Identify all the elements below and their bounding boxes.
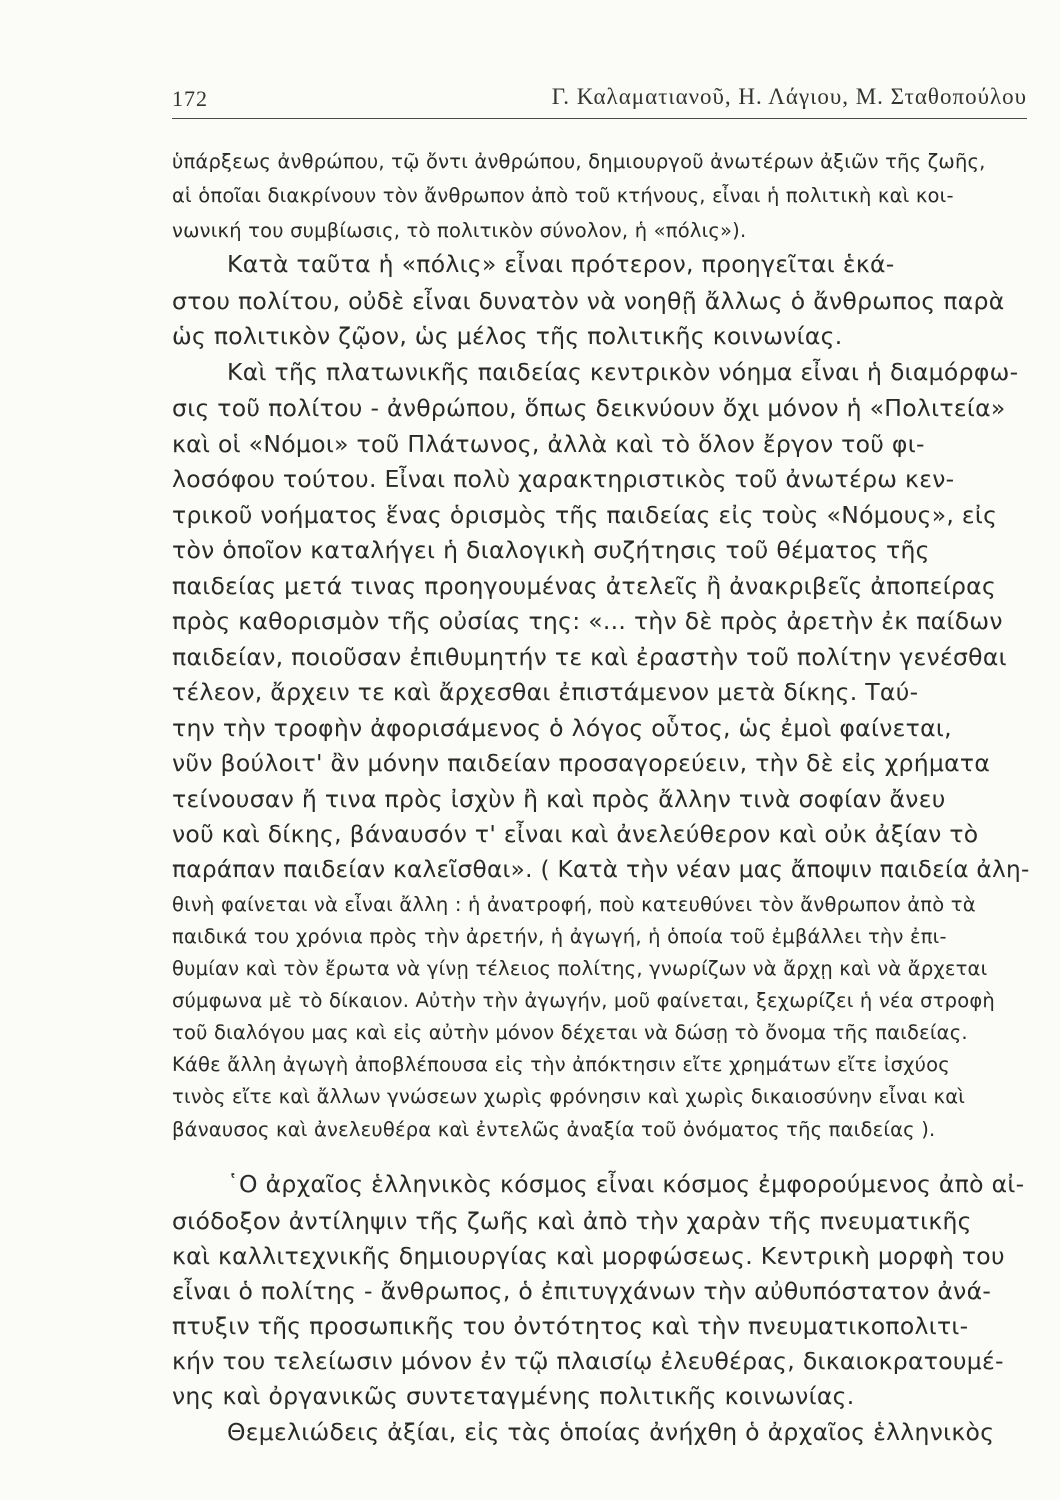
text-line: πτυξιν τῆς προσωπικῆς του ὀντότητος καὶ τὴν πνευματικοπολιτι- <box>172 1312 969 1340</box>
text-line: παράπαν παιδείαν καλεῖσθαι». ( Κατὰ τὴν νέαν μας ἄποψιν παιδεία ἀλη- <box>172 855 1030 883</box>
text-line: θυμίαν καὶ τὸν ἔρωτα νὰ γίνῃ τέλειος πολίτης, γνωρίζων νὰ ἄρχῃ καὶ νὰ ἄρχεται <box>172 957 988 980</box>
text-line: τινὸς εἴτε καὶ ἄλλων γνώσεων χωρὶς φρόνησιν καὶ χωρὶς δικαιοσύνην εἶναι καὶ <box>172 1085 966 1108</box>
text-line: σύμφωνα μὲ τὸ δίκαιον. Αὐτὴν τὴν ἀγωγήν, μοῦ φαίνεται, ξεχωρίζει ἡ νέα στροφὴ <box>172 989 995 1012</box>
text-line: κήν του τελείωσιν μόνον ἐν τῷ πλαισίῳ ἐλευθέρας, δικαιοκρατουμέ- <box>172 1347 1004 1375</box>
page-number: 172 <box>172 86 208 111</box>
text-line: λοσόφου τούτου. Εἶναι πολὺ χαρακτηριστικὸς τοῦ ἀνωτέρω κεν- <box>172 465 955 493</box>
text-line: ὡς πολιτικὸν ζῷον, ὡς μέλος τῆς πολιτικῆς κοινωνίας. <box>172 322 843 350</box>
text-line: τοῦ διαλόγου μας καὶ εἰς αὐτὴν μόνον δέχεται νὰ δώσῃ τὸ ὄνομα τῆς παιδείας. <box>172 1021 968 1044</box>
text-line: Κάθε ἄλλη ἀγωγὴ ἀποβλέπουσα εἰς τὴν ἀπόκτησιν εἴτε χρημάτων εἴτε ἰσχύος <box>172 1053 950 1076</box>
text-line: τρικοῦ νοήματος ἕνας ὁρισμὸς τῆς παιδείας εἰς τοὺς «Νόμους», εἰς <box>172 501 998 529</box>
text-line: τείνουσαν ἤ τινα πρὸς ἰσχὺν ἢ καὶ πρὸς ἄλλην τινὰ σοφίαν ἄνευ <box>172 785 946 813</box>
text-line: νωνική του συμβίωσις, τὸ πολιτικὸν σύνολον, ἡ «πόλις»). <box>172 219 747 242</box>
text-line: καὶ καλλιτεχνικῆς δημιουργίας καὶ μορφώσεως. Κεντρικὴ μορφὴ του <box>172 1242 1005 1270</box>
text-line: παιδείαν, ποιοῦσαν ἐπιθυμητήν τε καὶ ἐραστὴν τοῦ πολίτην γενέσθαι <box>172 643 1007 671</box>
text-line: παιδικά του χρόνια πρὸς τὴν ἀρετήν, ἡ ἀγωγή, ἡ ὁποία τοῦ ἐμβάλλει τὴν ἐπι- <box>172 925 947 948</box>
text-line: εἶναι ὁ πολίτης - ἄνθρωπος, ὁ ἐπιτυγχάνων τὴν αὐθυπόστατον ἀνά- <box>172 1277 992 1305</box>
running-head-authors: Γ. Καλαματιανοῦ, Η. Λάγιου, Μ. Σταθοπούλου <box>551 84 1027 109</box>
text-line: σιόδοξον ἀντίληψιν τῆς ζωῆς καὶ ἀπὸ τὴν χαρὰν τῆς πνευματικῆς <box>172 1207 972 1235</box>
text-line: τὸν ὁποῖον καταλήγει ἡ διαλογικὴ συζήτησις τοῦ θέματος τῆς <box>172 536 930 564</box>
text-line: την τὴν τροφὴν ἀφορισάμενος ὁ λόγος οὗτος, ὡς ἐμοὶ φαίνεται, <box>172 714 952 742</box>
text-line: βάναυσος καὶ ἀνελευθέρα καὶ ἐντελῶς ἀναξία τοῦ ὀνόματος τῆς παιδείας ). <box>172 1118 936 1141</box>
text-line: πρὸς καθορισμὸν τῆς οὐσίας της: «... τὴν δὲ πρὸς ἀρετὴν ἐκ παίδων <box>172 607 1003 635</box>
paragraph-start: Κατὰ ταῦτα ἡ «πόλις» εἶναι πρότερον, προηγεῖται ἑκά- <box>227 250 895 278</box>
text-line: νης καὶ ὀργανικῶς συντεταγμένης πολιτικῆς κοινωνίας. <box>172 1382 855 1410</box>
text-line: τέλεον, ἄρχειν τε καὶ ἄρχεσθαι ἐπιστάμενον μετὰ δίκης. Ταύ- <box>172 678 919 706</box>
paragraph-start: Θεμελιώδεις ἀξίαι, εἰς τὰς ὁποίας ἀνήχθη ὁ ἀρχαῖος ἑλληνικὸς <box>227 1418 995 1446</box>
text-line: παιδείας μετά τινας προηγουμένας ἀτελεῖς ἢ ἀνακριβεῖς ἀποπείρας <box>172 572 997 600</box>
text-line: καὶ οἱ «Νόμοι» τοῦ Πλάτωνος, ἀλλὰ καὶ τὸ ὅλον ἔργον τοῦ φι- <box>172 430 925 458</box>
paragraph-start: Καὶ τῆς πλατωνικῆς παιδείας κεντρικὸν νόημα εἶναι ἡ διαμόρφω- <box>227 358 1019 386</box>
text-line: νοῦ καὶ δίκης, βάναυσόν τ' εἶναι καὶ ἀνελεύθερον καὶ οὐκ ἀξίαν τὸ <box>172 820 979 848</box>
paragraph-start: ῾Ο ἀρχαῖος ἑλληνικὸς κόσμος εἶναι κόσμος ἐμφορούμενος ἀπὸ αἰ- <box>227 1170 1025 1198</box>
text-line: αἱ ὁποῖαι διακρίνουν τὸν ἄνθρωπον ἀπὸ τοῦ κτήνους, εἶναι ἡ πολιτικὴ καὶ κοι- <box>172 184 954 207</box>
text-line: ὑπάρξεως ἀνθρώπου, τῷ ὄντι ἀνθρώπου, δημιουργοῦ ἀνωτέρων ἀξιῶν τῆς ζωῆς, <box>172 150 986 173</box>
text-line: σις τοῦ πολίτου - ἀνθρώπου, ὅπως δεικνύουν ὄχι μόνον ἡ «Πολιτεία» <box>172 394 1006 422</box>
text-line: νῦν βούλοιτ' ἂν μόνην παιδείαν προσαγορεύειν, τὴν δὲ εἰς χρήματα <box>172 749 991 777</box>
text-line: θινὴ φαίνεται νὰ εἶναι ἄλλη : ἡ ἀνατροφή, ποὺ κατευθύνει τὸν ἄνθρωπον ἀπὸ τὰ <box>172 893 976 916</box>
text-line: στου πολίτου, οὐδὲ εἶναι δυνατὸν νὰ νοηθῇ ἄλλως ὁ ἄνθρωπος παρὰ <box>172 287 1005 315</box>
